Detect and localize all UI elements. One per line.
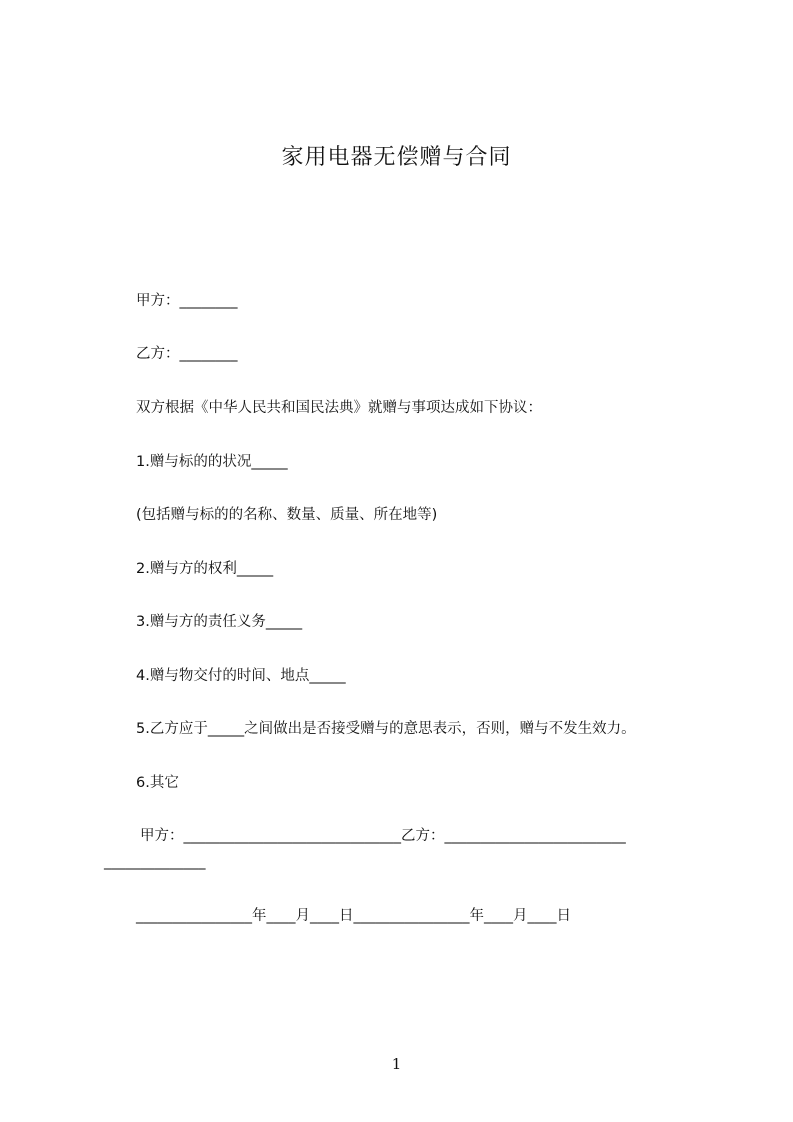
- intro-paragraph: 双方根据《中华人民共和国民法典》就赠与事项达成如下协议：: [136, 400, 542, 416]
- page-number: 1: [391, 1055, 402, 1073]
- clause-1: 1.赠与标的的状况_____: [136, 454, 288, 470]
- signature-line-continuation: ______________: [104, 854, 206, 870]
- clause-2: 2.赠与方的权利_____: [136, 561, 274, 577]
- clause-1-note: (包括赠与标的的名称、数量、质量、所在地等): [136, 507, 438, 523]
- party-a-field: 甲方：________: [136, 293, 238, 309]
- clause-4: 4.赠与物交付的时间、地点_____: [136, 668, 346, 684]
- clause-3: 3.赠与方的责任义务_____: [136, 614, 303, 630]
- clause-6: 6.其它: [136, 775, 179, 791]
- document-title: 家用电器无偿赠与合同: [281, 145, 512, 170]
- clause-5: 5.乙方应于_____之间做出是否接受赠与的意思表示，否则，赠与不发生效力。: [136, 721, 636, 737]
- signature-line: 甲方：______________________________乙方：_________________________: [140, 828, 626, 844]
- date-line: ________________年____月____日________________年____月____日: [136, 908, 571, 924]
- party-b-field: 乙方：________: [136, 346, 238, 362]
